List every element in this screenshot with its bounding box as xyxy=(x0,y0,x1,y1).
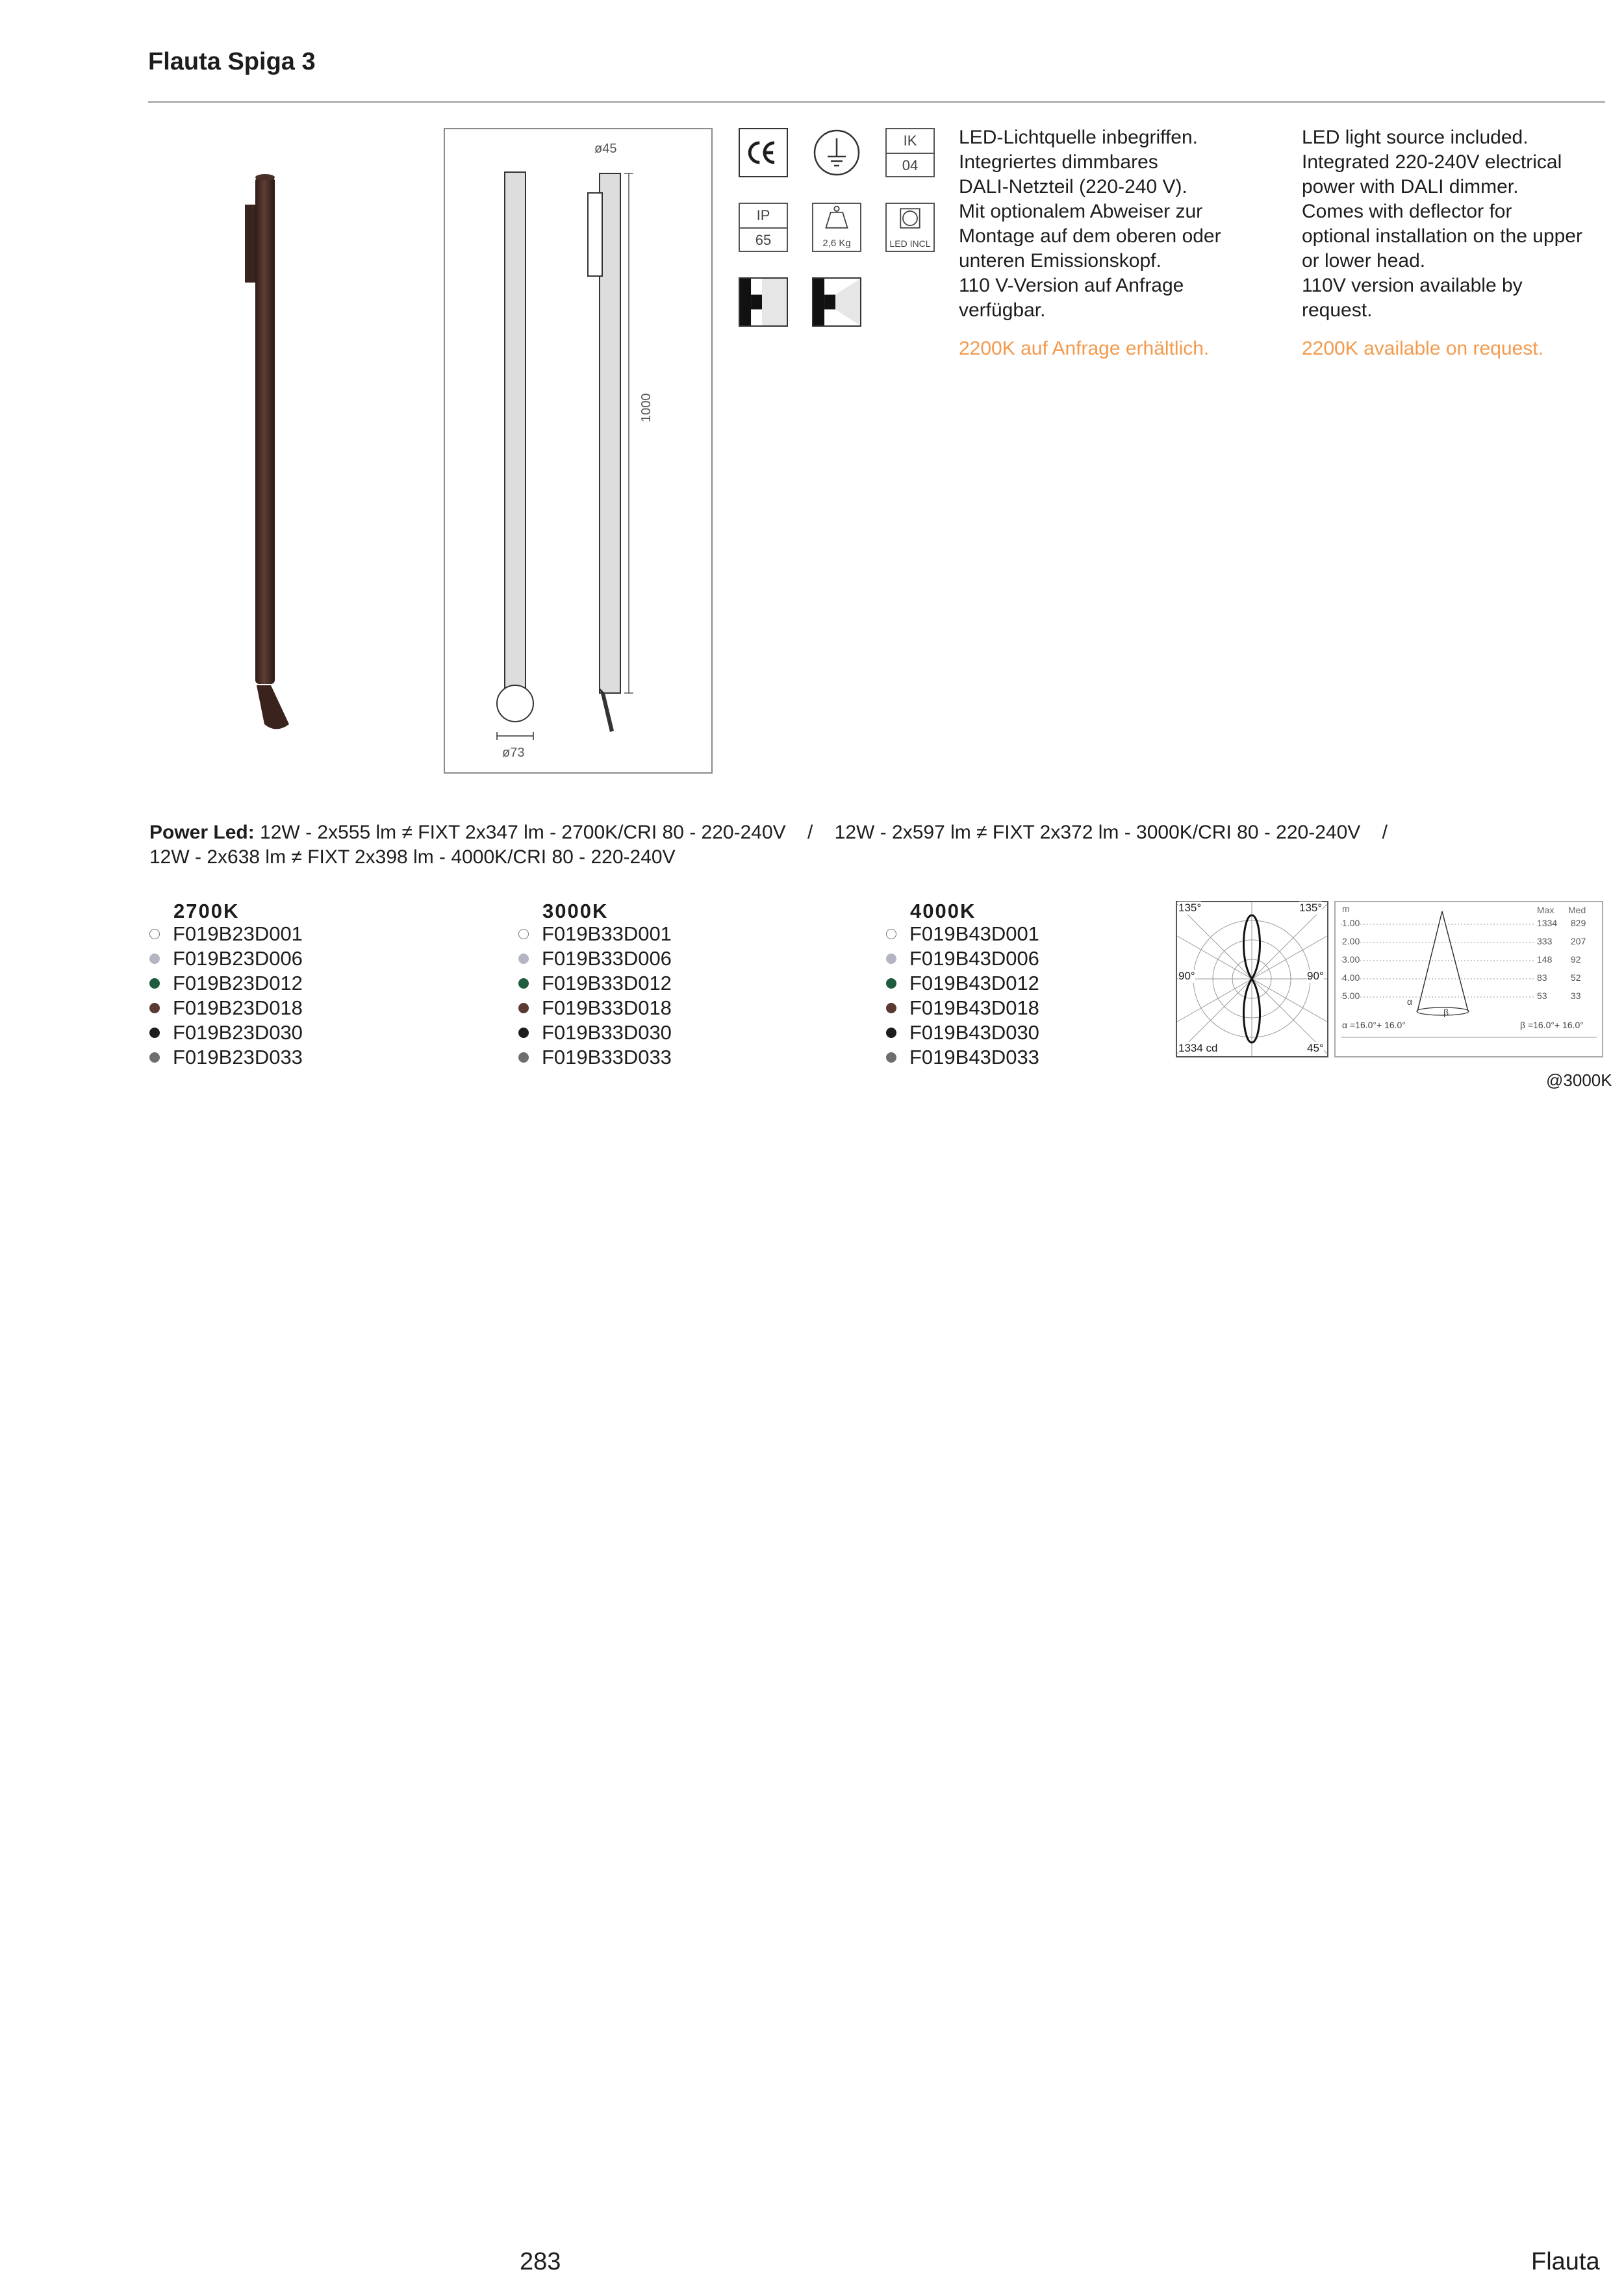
ik-label: IK xyxy=(887,129,933,154)
text-line: request. xyxy=(1302,299,1373,321)
class-1-earth-icon xyxy=(812,128,861,177)
polar-angle-tr: 135° xyxy=(1299,902,1323,914)
availability-note-english: 2200K available on request. xyxy=(1302,338,1543,359)
light-emission-icon xyxy=(740,279,787,325)
color-swatch xyxy=(886,1028,896,1038)
polar-intensity: 1334 cd xyxy=(1178,1042,1218,1054)
ip-value: 65 xyxy=(755,232,772,248)
ce-mark-icon xyxy=(739,128,788,177)
color-swatch xyxy=(518,954,529,964)
product-code: F019B33D001 xyxy=(542,922,672,945)
color-swatch xyxy=(518,1003,529,1013)
color-swatch xyxy=(149,929,160,939)
product-code: F019B43D012 xyxy=(909,972,1039,994)
light-cone-diagram xyxy=(1334,901,1603,1057)
product-code: F019B43D033 xyxy=(909,1046,1039,1068)
color-swatch xyxy=(518,929,529,939)
product-code: F019B43D006 xyxy=(909,947,1039,970)
color-swatch xyxy=(149,1052,160,1063)
polar-angle-ml: 90° xyxy=(1178,970,1195,982)
cone-beta-symbol: β xyxy=(1443,1007,1449,1017)
product-code: F019B33D012 xyxy=(542,972,672,994)
polar-angle-tl: 135° xyxy=(1178,902,1202,914)
availability-note-german: 2200K auf Anfrage erhältlich. xyxy=(959,338,1210,359)
power-specs xyxy=(149,820,1605,870)
product-code: F019B33D033 xyxy=(542,1046,672,1068)
cone-beta-angle: β =16.0°+ 16.0° xyxy=(1520,1020,1584,1030)
color-swatch xyxy=(886,929,896,939)
color-swatch xyxy=(518,1052,529,1063)
cone-med-value: 92 xyxy=(1571,954,1581,965)
cone-alpha-symbol: α xyxy=(1407,996,1413,1007)
power-values-1: 12W - 2x555 lm ≠ FIXT 2x347 lm - 2700K/CRI 80 - 220-240V / 12W - 2x597 lm ≠ FIXT 2x372 lm - 3000K/CRI 80 - 220-240V / xyxy=(260,822,1388,843)
dimension-diameter-top: ø45 xyxy=(594,142,617,156)
cone-d-value: 3.00 xyxy=(1342,954,1360,965)
ip-label: IP xyxy=(740,204,787,229)
product-code: F019B23D006 xyxy=(173,947,303,970)
ik-rating-icon xyxy=(885,128,935,177)
cone-d-value: 1.00 xyxy=(1342,918,1360,928)
power-line-1 xyxy=(149,820,1605,845)
code-column-heading: 4000K xyxy=(910,900,976,922)
polar-angle-br: 45° xyxy=(1307,1042,1324,1054)
weight-icon xyxy=(812,203,861,252)
product-code: F019B23D030 xyxy=(173,1021,303,1044)
text-line: Montage auf dem oberen oder xyxy=(959,225,1221,247)
dimension-height: 1000 xyxy=(639,393,653,422)
color-swatch xyxy=(149,978,160,989)
cone-med-value: 829 xyxy=(1571,918,1586,928)
text-line: Integriertes dimmbares xyxy=(959,151,1158,173)
text-line: unteren Emissionskopf. xyxy=(959,250,1161,272)
product-code: F019B23D033 xyxy=(173,1046,303,1068)
text-line: or lower head. xyxy=(1302,250,1426,272)
cone-d-value: 2.00 xyxy=(1342,936,1360,946)
cone-unit: m xyxy=(1342,904,1350,914)
ik-value: 04 xyxy=(902,157,919,173)
measurement-note: @3000K xyxy=(1546,1070,1612,1090)
description-german xyxy=(959,125,1284,323)
polar-angle-mr: 90° xyxy=(1307,970,1324,982)
page-title: Flauta Spiga 3 xyxy=(148,48,316,75)
text-line: verfügbar. xyxy=(959,299,1046,321)
color-swatch xyxy=(518,978,529,989)
ip-rating-icon xyxy=(739,203,788,252)
cone-max-value: 148 xyxy=(1537,954,1553,965)
text-line: Integrated 220-240V electrical xyxy=(1302,151,1562,173)
cone-d-value: 4.00 xyxy=(1342,972,1360,983)
description-english xyxy=(1302,125,1607,323)
emission-icon-side xyxy=(812,277,861,327)
color-swatch xyxy=(886,1052,896,1063)
cone-med-value: 207 xyxy=(1571,936,1586,946)
code-column-heading: 2700K xyxy=(173,900,240,922)
dimension-diameter-bottom: ø73 xyxy=(502,746,525,760)
product-code: F019B23D018 xyxy=(173,996,303,1019)
color-swatch xyxy=(886,1003,896,1013)
product-photo xyxy=(231,172,309,731)
led-incl-label: LED INCL xyxy=(889,238,931,249)
cone-med-header: Med xyxy=(1568,905,1586,915)
technical-drawing xyxy=(444,128,713,774)
product-code: F019B33D006 xyxy=(542,947,672,970)
text-line: LED light source included. xyxy=(1302,127,1529,148)
cone-alpha-angle: α =16.0°+ 16.0° xyxy=(1342,1020,1406,1030)
title-divider xyxy=(148,101,1605,103)
cone-med-value: 33 xyxy=(1571,991,1581,1001)
code-column-heading: 3000K xyxy=(542,900,609,922)
color-swatch xyxy=(886,978,896,989)
page-number: 283 xyxy=(520,2248,561,2275)
led-bulb-icon xyxy=(887,204,933,234)
footer-collection-name: Flauta xyxy=(1531,2248,1600,2275)
polar-light-distribution xyxy=(1176,901,1328,1057)
product-code: F019B33D030 xyxy=(542,1021,672,1044)
color-swatch xyxy=(886,954,896,964)
text-line: power with DALI dimmer. xyxy=(1302,176,1519,197)
emission-icon-down xyxy=(739,277,788,327)
color-swatch xyxy=(518,1028,529,1038)
led-included-icon xyxy=(885,203,935,252)
cone-max-value: 83 xyxy=(1537,972,1547,983)
power-label: Power Led: xyxy=(149,822,255,843)
text-line: 110V version available by xyxy=(1302,275,1523,296)
color-swatch xyxy=(149,1028,160,1038)
weight-bell-icon xyxy=(813,204,860,234)
color-swatch xyxy=(149,954,160,964)
product-code: F019B43D018 xyxy=(909,996,1039,1019)
text-line: LED-Lichtquelle inbegriffen. xyxy=(959,127,1199,148)
color-swatch xyxy=(149,1003,160,1013)
text-line: Mit optionalem Abweiser zur xyxy=(959,201,1203,222)
weight-value: 2,6 Kg xyxy=(822,238,851,249)
product-code: F019B43D030 xyxy=(909,1021,1039,1044)
ce-icon xyxy=(740,129,787,176)
product-code: F019B23D012 xyxy=(173,972,303,994)
product-code: F019B43D001 xyxy=(909,922,1039,945)
text-line: 110 V-Version auf Anfrage xyxy=(959,275,1184,296)
cone-max-header: Max xyxy=(1537,905,1554,915)
light-beam-icon xyxy=(813,279,860,325)
cone-max-value: 53 xyxy=(1537,991,1547,1001)
cone-max-value: 333 xyxy=(1537,936,1553,946)
power-line-2: 12W - 2x638 lm ≠ FIXT 2x398 lm - 4000K/CRI 80 - 220-240V xyxy=(149,846,676,868)
product-code: F019B23D001 xyxy=(173,922,303,945)
text-line: DALI-Netzteil (220-240 V). xyxy=(959,176,1187,197)
text-line: Comes with deflector for xyxy=(1302,201,1512,222)
cone-d-value: 5.00 xyxy=(1342,991,1360,1001)
cone-med-value: 52 xyxy=(1571,972,1581,983)
cone-max-value: 1334 xyxy=(1537,918,1558,928)
text-line: optional installation on the upper xyxy=(1302,225,1582,247)
product-code: F019B33D018 xyxy=(542,996,672,1019)
